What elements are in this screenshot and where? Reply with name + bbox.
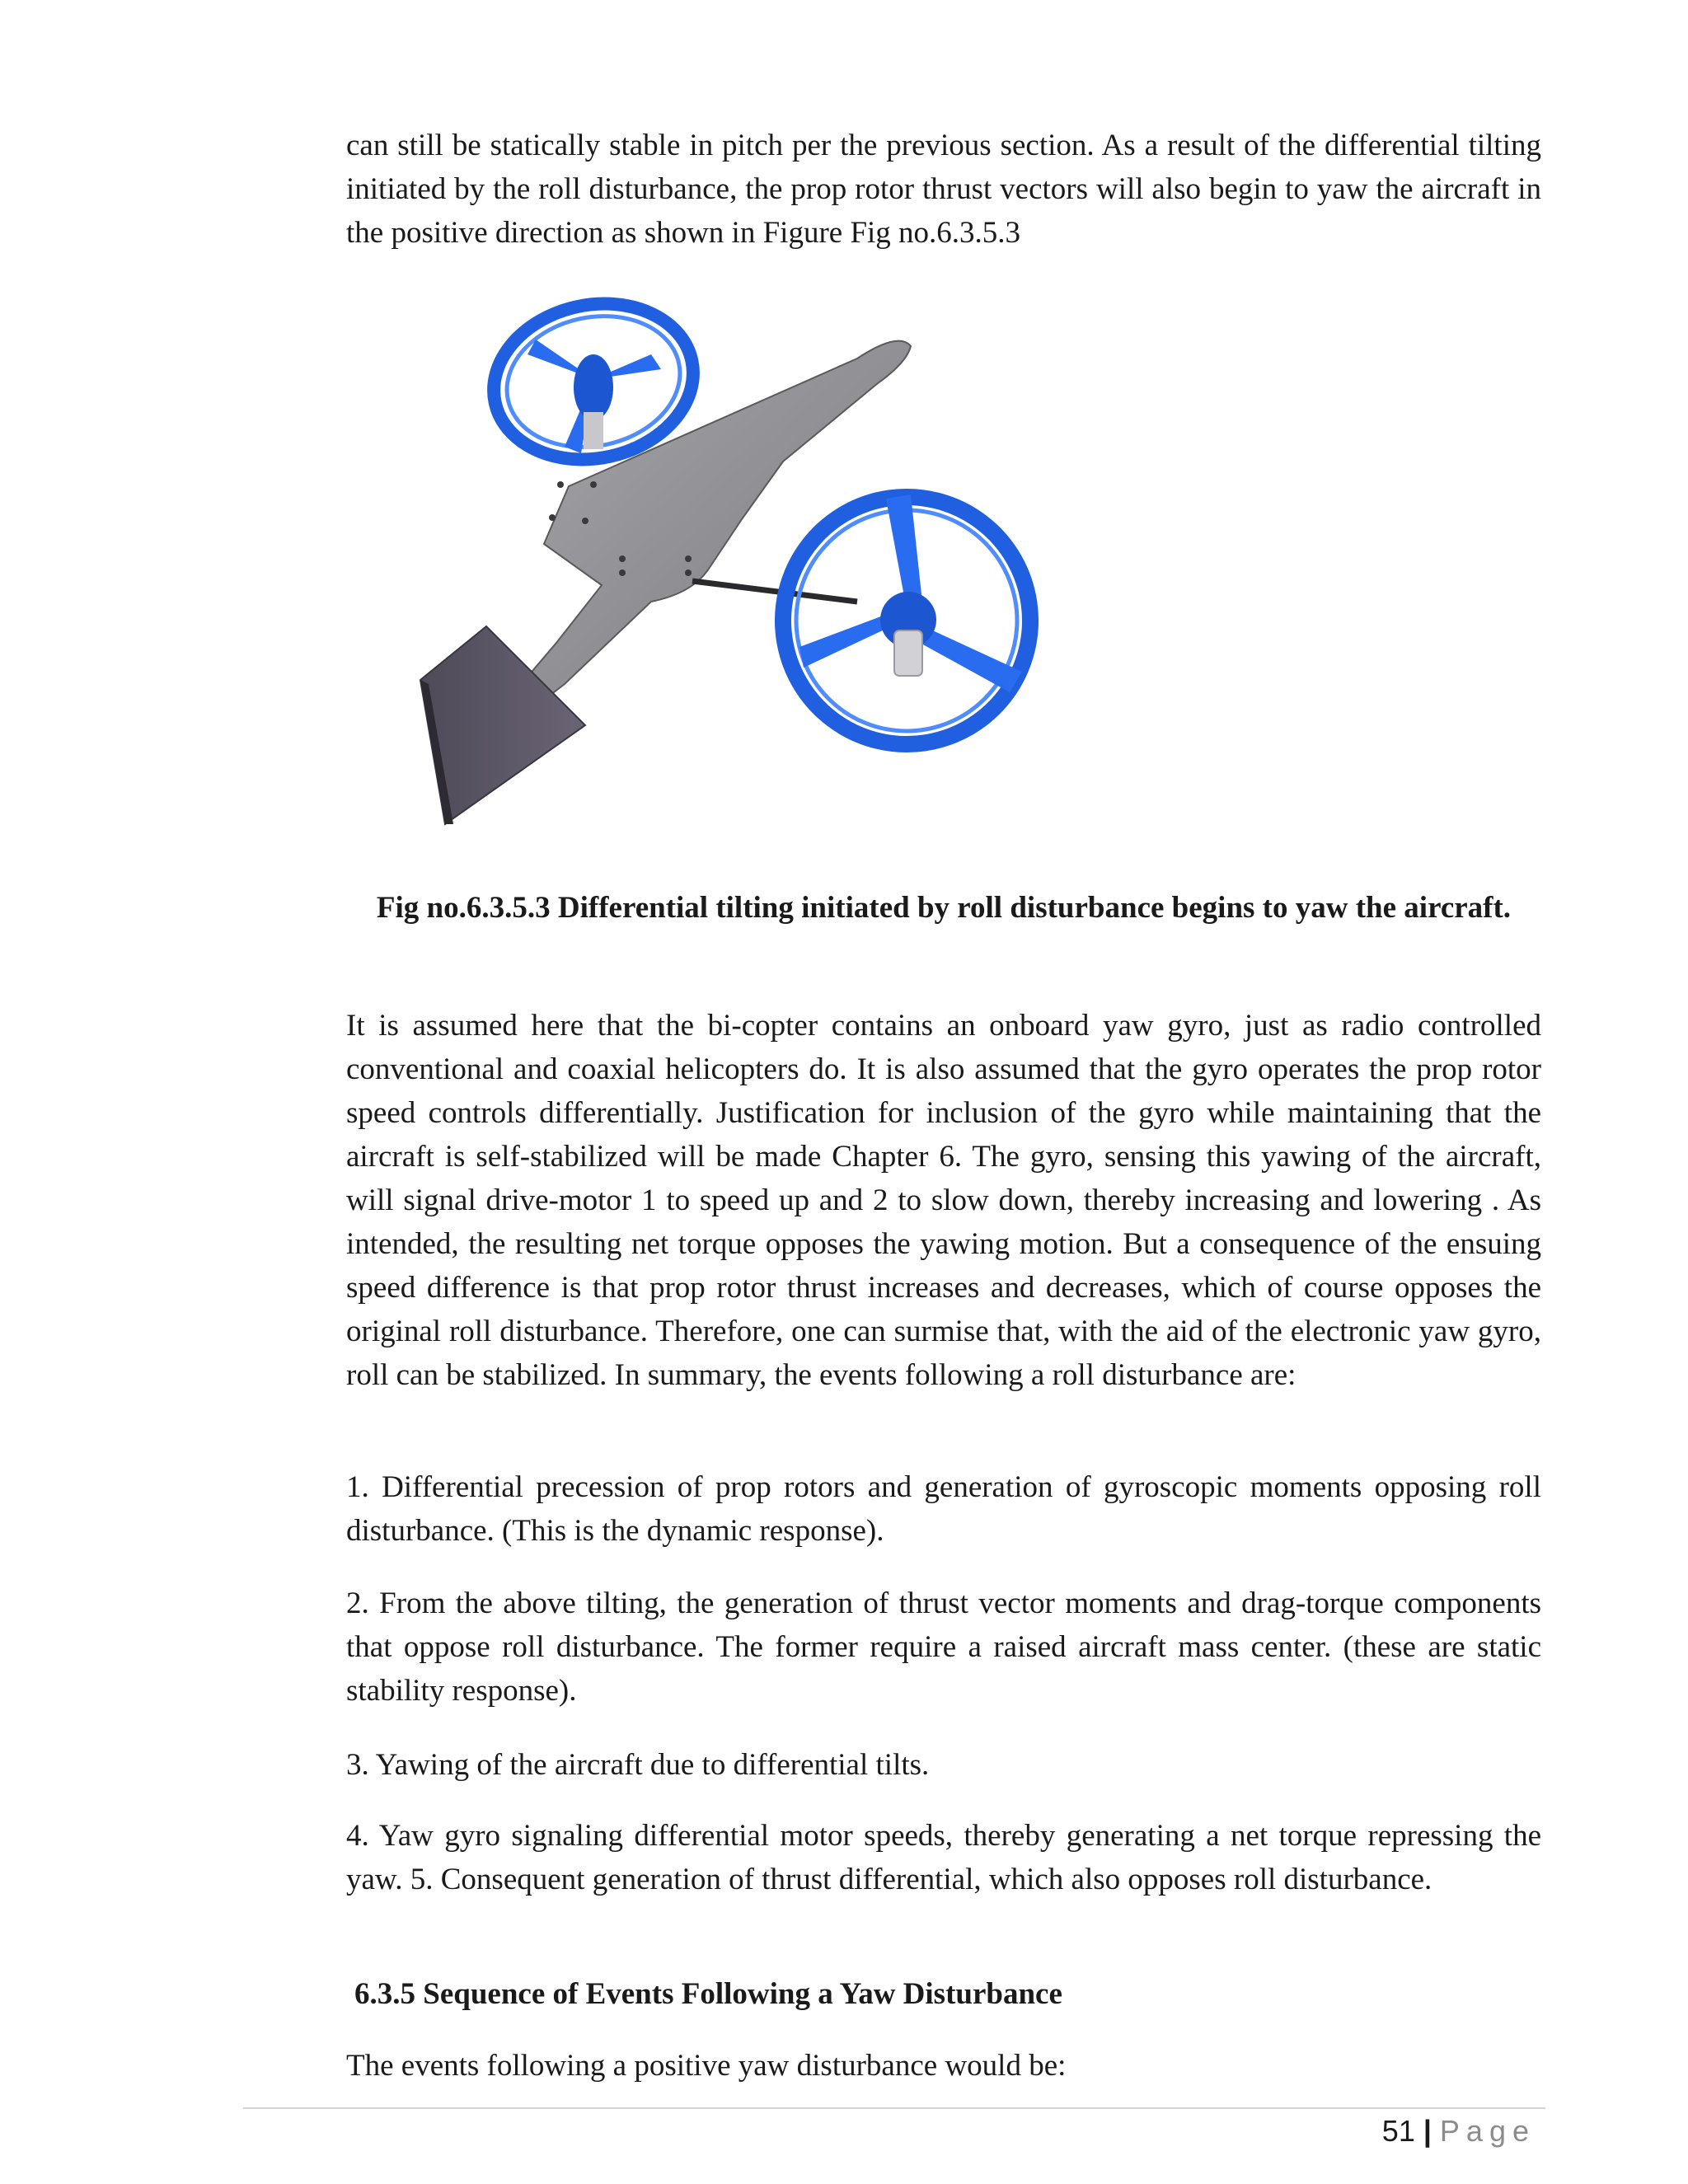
airframe-body bbox=[495, 341, 911, 725]
list-item: 4. Yaw gyro signaling differential motor speeds, thereby generating a net torque repressing the yaw. 5. Consequent generation of thrust differential, which also opposes roll disturbance. bbox=[346, 1819, 1541, 1896]
list-item: 1. Differential precession of prop rotors and generation of gyroscopic moments opposing roll disturbance. (This is the dynamic response). bbox=[346, 1470, 1541, 1548]
bicopter-figure bbox=[396, 297, 1484, 857]
rotor-arm bbox=[692, 581, 857, 602]
yaw-intro-paragraph: The events following a positive yaw disturbance would be: bbox=[346, 2049, 1067, 2083]
page-label: Page bbox=[1439, 2114, 1536, 2148]
right-rotor bbox=[767, 481, 1047, 761]
page-number: 51 bbox=[1381, 2114, 1415, 2148]
list-item: 2. From the above tilting, the generation of thrust vector moments and drag-torque components that oppose roll disturbance. The former require a raised aircraft mass center. (these are static stability response). bbox=[346, 1586, 1541, 1708]
bicopter-illustration bbox=[396, 297, 1484, 857]
list-item: 3. Yawing of the aircraft due to differential tilts. bbox=[346, 1748, 930, 1782]
footer-separator: | bbox=[1423, 2114, 1432, 2148]
footer-divider bbox=[243, 2107, 1545, 2109]
assumption-paragraph: It is assumed here that the bi-copter contains an onboard yaw gyro, just as radio controlled conventional and coaxial helicopters do. It is also assumed that the gyro operates the prop rotor speed controls differentially. Justification for inclusion of the gyro while maintaining that the aircraft is self-stabilized will be made Chapter 6. The gyro, sensing this yawing of the aircraft, will signal drive-motor 1 to speed up and 2 to slow down, thereby increasing and lowering . As intended, the resulting net torque opposes the yawing motion. But a consequence of the ensuing speed difference is that prop rotor thrust increases and decreases, which of course opposes the original roll disturbance. Therefore, one can surmise that, with the aid of the electronic yaw gyro, roll can be stabilized. In summary, the events following a roll disturbance are: bbox=[346, 1009, 1541, 1392]
page-footer bbox=[1382, 2111, 1536, 2151]
figure-caption: Fig no.6.3.5.3 Differential tilting initiated by roll disturbance begins to yaw the aircraft. bbox=[376, 891, 1512, 925]
section-heading: 6.3.5 Sequence of Events Following a Yaw Disturbance bbox=[354, 1977, 1062, 2011]
intro-paragraph: can still be statically stable in pitch per the previous section. As a result of the differential tilting initiated by the roll disturbance, the prop rotor thrust vectors will also begin to yaw the aircraft in the positive direction as shown in Figure Fig no.6.3.5.3 bbox=[346, 129, 1541, 250]
